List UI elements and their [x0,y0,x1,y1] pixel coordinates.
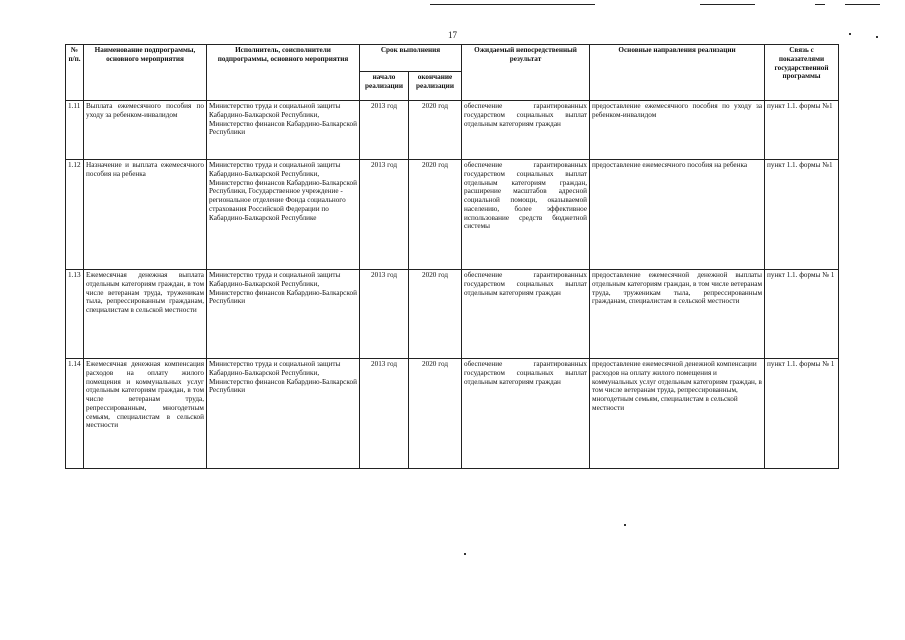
header-term-end: окончание реализации [409,72,462,101]
header-num: № п/п. [66,45,84,101]
row-directions: предоставление ежемесячной денежной выплаты отдельным категориям граждан, в том числе ветеранам труда, труженикам тыла, репрессированным гражданам, специалистам в сельской местности [590,270,765,359]
table-row [66,101,839,160]
row-start: 2013 год [360,270,409,359]
scan-speck [624,524,626,526]
row-executor: Министерство труда и социальной защиты Кабардино-Балкарской Республики, Министерство финансов Кабардино-Балкарской Республики [207,101,360,160]
header-directions: Основные направления реализации [590,45,765,101]
row-link: пункт 1.1. формы № 1 [765,270,839,359]
row-number: 1.12 [66,160,84,270]
table-row [66,270,839,359]
row-end: 2020 год [409,270,462,359]
header-name: Наименование подпрограммы, основного мероприятия [84,45,207,101]
row-link: пункт 1.1. формы №1 [765,160,839,270]
row-end: 2020 год [409,359,462,469]
row-executor: Министерство труда и социальной защиты Кабардино-Балкарской Республики, Министерство финансов Кабардино-Балкарской Республики [207,270,360,359]
row-name: Назначение и выплата ежемесячного пособия на ребенка [84,160,207,270]
row-executor: Министерство труда и социальной защиты Кабардино-Балкарской Республики, Министерство финансов Кабардино-Балкарской Республики [207,359,360,469]
header-term: Срок выполнения [360,45,462,72]
row-number: 1.14 [66,359,84,469]
header-result: Ожидаемый непосредственный результат [462,45,590,101]
row-number: 1.13 [66,270,84,359]
row-directions: предоставление ежемесячной денежной компенсации расходов на оплату жилого помещения и коммунальных услуг отдельным категориям граждан, в том числе ветеранам труда, репрессированным, многодетным семьям, специалистам в сельской местности [590,359,765,469]
row-result: обеспечение гарантированных государством социальных выплат отдельным категориям граждан [462,270,590,359]
row-start: 2013 год [360,359,409,469]
row-directions: предоставление ежемесячного пособия на ребенка [590,160,765,270]
row-link: пункт 1.1. формы №1 [765,101,839,160]
row-end: 2020 год [409,101,462,160]
row-name: Ежемесячная денежная компенсация расходов на оплату жилого помещения и коммунальных услуг отдельным категориям граждан, в том числе ветеранам труда, репрессированным, многодетным семьям, специалистам в сельской местности [84,359,207,469]
row-end: 2020 год [409,160,462,270]
row-name: Выплата ежемесячного пособия по уходу за ребенком-инвалидом [84,101,207,160]
row-result: обеспечение гарантированных государством социальных выплат отдельным категориям граждан [462,101,590,160]
row-start: 2013 год [360,101,409,160]
page-number: 17 [448,30,457,40]
row-directions: предоставление ежемесячного пособия по уходу за ребенком-инвалидом [590,101,765,160]
header-executor: Исполнитель, соисполнители подпрограммы, основного мероприятия [207,45,360,101]
row-executor: Министерство труда и социальной защиты Кабардино-Балкарской Республики, Министерство финансов Кабардино-Балкарской Республики, Государственное учреждение - региональное отделение Фонда социального страхования Российской Федерации по Кабардино-Балкарской Республике [207,160,360,270]
header-row [66,45,839,72]
program-table [65,44,839,469]
scan-speck [464,553,466,555]
header-term-start: начало реализации [360,72,409,101]
table-row [66,359,839,469]
header-link: Связь с показателями государственной программы [765,45,839,101]
row-link: пункт 1.1. формы № 1 [765,359,839,469]
row-number: 1.11 [66,101,84,160]
row-start: 2013 год [360,160,409,270]
table-row [66,160,839,270]
row-name: Ежемесячная денежная выплата отдельным категориям граждан, в том числе ветеранам труда, труженикам тыла, репрессированным гражданам, специалистам в сельской местности [84,270,207,359]
row-result: обеспечение гарантированных государством социальных выплат отдельным категориям граждан [462,359,590,469]
row-result: обеспечение гарантированных государством социальных выплат отдельным категориям граждан, расширение масштабов адресной социальной помощи, оказываемой населению, более эффективное использование средств бюджетной системы [462,160,590,270]
